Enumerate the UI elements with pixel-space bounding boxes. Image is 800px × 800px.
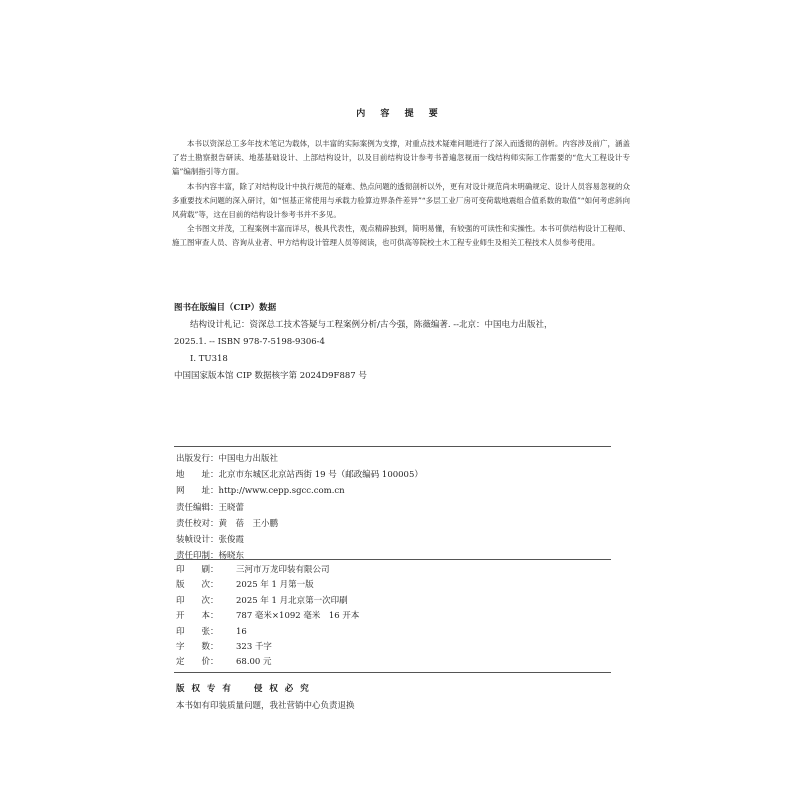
printing-value: 2025 年 1 月北京第一次印刷 — [236, 595, 348, 606]
printing-row — [176, 640, 359, 655]
printing-value: 323 千字 — [236, 642, 272, 653]
printing-label: 印 张： — [176, 626, 219, 637]
printing-label: 字 数： — [176, 642, 219, 653]
designer: 装帧设计：张俊霞 — [176, 535, 245, 546]
cip-entry-line: 2025.1. -- ISBN 978-7-5198-9306-4 — [174, 337, 325, 347]
printing-label: 印 刷： — [176, 565, 219, 575]
printing-row — [176, 609, 359, 624]
rights-notice: 本书如有印装质量问题，我社营销中心负责退换 — [176, 701, 355, 711]
printing-label: 定 价： — [176, 657, 219, 668]
printing-row — [176, 578, 359, 593]
cip-block — [174, 300, 634, 385]
summary-paragraph: 本书以资深总工多年技术笔记为载体，以丰富的实际案例为支撑，对重点技术疑难问题进行了深入而透彻的剖析。内容涉及前广，涵盖了岩土勘察报告研读、地基基础设计、上部结构设计，以及目前结构设计参考书普遍忽视而一线结构师实际工作需要的“危大工程设计专篇”编制指引等方面。 — [172, 139, 630, 177]
divider — [174, 446, 611, 447]
publisher: 出版发行：中国电力出版社 — [176, 454, 279, 464]
printing-value: 三河市万龙印装有限公司 — [236, 565, 330, 575]
proofreader: 责任校对：黄 蓓 王小鹏 — [176, 518, 279, 529]
printing-row — [176, 625, 359, 640]
cip-entry-line: 结构设计札记：资深总工技术答疑与工程案例分析/古今强，陈薇编著. --北京：中国电力出版社， — [190, 320, 553, 330]
printing-row — [176, 655, 359, 670]
summary-text — [172, 137, 630, 251]
printing-value: 68.00 元 — [236, 657, 272, 668]
printing-value: 2025 年 1 月第一版 — [236, 580, 314, 591]
summary-paragraph: 本书内容丰富，除了对结构设计中执行规范的疑难、热点问题的透彻剖析以外，更有对设计规范尚未明确规定、设计人员容易忽视的众多重要技术问题的深入研讨，如“恒基正常使用与承载力验算边界条件差异”“多层工业厂房可变荷载地震组合值系数的取值”“如何考虑斜向风荷载”等，这在目前的结构设计参考书并不多见。 — [172, 181, 630, 220]
divider — [174, 672, 611, 673]
editor: 责任编辑：王晓蕾 — [176, 502, 245, 513]
summary-paragraph: 全书图文并茂，工程案例丰富而详尽，极具代表性，观点精辟独到，简明易懂，有较强的可读性和实操性。本书可供结构设计工程师、施工图审查人员、咨询从业者、甲方结构设计管理人员等阅读，也可供高等院校土木工程专业师生及相关工程技术人员参考使用。 — [172, 224, 630, 248]
summary-title: 内 容 提 要 — [356, 109, 444, 119]
rights-title: 版 权 专 有 侵 权 必 究 — [176, 684, 311, 694]
cip-classification: Ⅰ. TU318 — [190, 354, 228, 364]
printing-row — [176, 594, 359, 609]
printing-label: 版 次： — [176, 580, 219, 591]
print-manager: 责任印制：杨晓东 — [176, 551, 245, 562]
printing-label: 印 次： — [176, 595, 219, 606]
address: 地 址：北京市东城区北京站西街 19 号（邮政编码 100005） — [176, 470, 423, 481]
printing-value: 787 毫米×1092 毫米 16 开本 — [236, 611, 360, 622]
divider — [174, 559, 611, 560]
website: 网 址：http://www.cepp.sgcc.com.cn — [176, 486, 345, 497]
rights-block — [176, 681, 355, 715]
publication-info — [176, 451, 423, 564]
printing-label: 开 本： — [176, 611, 219, 622]
printing-info — [176, 563, 359, 671]
printing-row — [176, 563, 359, 578]
cip-title: 图书在版编目（CIP）数据 — [174, 303, 277, 313]
cip-record-number: 中国国家版本馆 CIP 数据核字第 2024D9F887 号 — [174, 371, 367, 381]
printing-value: 16 — [236, 626, 247, 637]
